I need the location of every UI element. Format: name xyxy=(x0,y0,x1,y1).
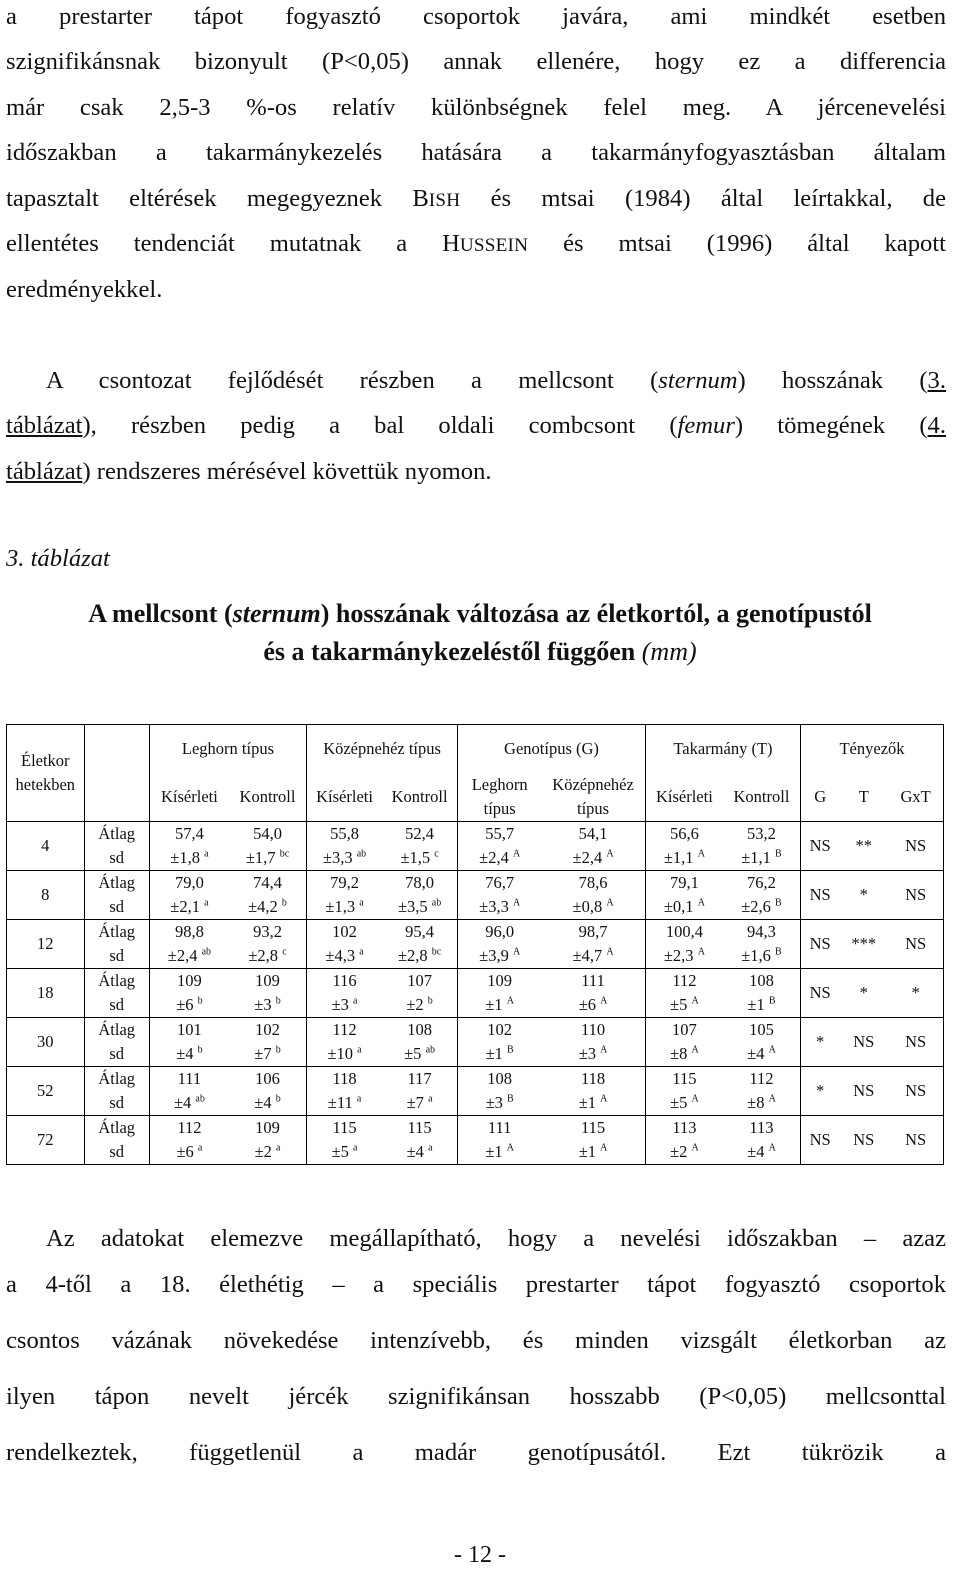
factor-g-cell: NS xyxy=(801,920,840,969)
value-cell: 79,1 ±0,1 $^A$ xyxy=(645,871,723,920)
table-row xyxy=(7,1018,944,1067)
value-cell: 105 ±4 $^A$ xyxy=(723,1018,801,1067)
factor-g-cell: NS xyxy=(801,969,840,1018)
paragraph-1-line-5: tapasztalt eltérések megegyeznek BISH és mtsai (1984) által leírtakkal, de xyxy=(6,185,946,212)
value-cell: 74,4 ±4,2 $^b$ xyxy=(229,871,307,920)
table-row xyxy=(7,1116,944,1165)
value-cell: 110 ±3 $^A$ xyxy=(541,1018,645,1067)
paragraph-1-line-1: a prestarter tápot fogyasztó csoportok javára, ami mindkét esetben xyxy=(6,3,946,30)
value-cell: 115 ±5 $^a$ xyxy=(307,1116,383,1165)
value-cell: 94,3 ±1,6 $^B$ xyxy=(723,920,801,969)
age-cell: 72 xyxy=(7,1116,85,1165)
value-cell: 98,7 ±4,7 $^A$ xyxy=(541,920,645,969)
header-tenyezok: Tényezők xyxy=(801,725,944,774)
value-cell: 109 ±6 $^b$ xyxy=(149,969,229,1018)
value-cell: 98,8 ±2,4 $^{ab}$ xyxy=(149,920,229,969)
header-kontroll-2: Kontroll xyxy=(391,787,448,806)
age-cell: 12 xyxy=(7,920,85,969)
paragraph-2-line-3: táblázat) rendszeres mérésével követtük nyomon. xyxy=(6,458,492,485)
value-cell: 55,8 ±3,3 $^{ab}$ xyxy=(307,822,383,871)
table-row xyxy=(7,822,944,871)
table-4-link-number[interactable]: 4. xyxy=(927,412,946,439)
factor-g-cell: NS xyxy=(801,871,840,920)
stat-label-cell: Átlag sd xyxy=(84,1067,149,1116)
paragraph-2-line-2: táblázat), részben pedig a bal oldali combcsont (femur) tömegének (4. xyxy=(6,412,946,439)
stat-label-cell: Átlag sd xyxy=(84,969,149,1018)
factor-t-cell: * xyxy=(839,969,888,1018)
paragraph-2-line-1: A csontozat fejlődését részben a mellcsont (sternum) hosszának (3. xyxy=(46,367,946,394)
factor-t-cell: NS xyxy=(839,1116,888,1165)
factor-g-cell: * xyxy=(801,1018,840,1067)
factor-g-cell: NS xyxy=(801,822,840,871)
value-cell: 102 ±7 $^b$ xyxy=(229,1018,307,1067)
value-cell: 109 ±2 $^a$ xyxy=(229,1116,307,1165)
sternum-length-table xyxy=(6,724,944,1165)
header-kontroll-3: Kontroll xyxy=(733,787,790,806)
factor-t-cell: *** xyxy=(839,920,888,969)
value-cell: 93,2 ±2,8 $^c$ xyxy=(229,920,307,969)
header-kiserleti-1: Kísérleti xyxy=(149,773,229,822)
table-row xyxy=(7,920,944,969)
value-cell: 113 ±2 $^A$ xyxy=(645,1116,723,1165)
value-cell: 76,2 ±2,6 $^B$ xyxy=(723,871,801,920)
value-cell: 113 ±4 $^A$ xyxy=(723,1116,801,1165)
header-takarmany: Takarmány (T) xyxy=(645,725,800,774)
age-cell: 18 xyxy=(7,969,85,1018)
value-cell: 108 ±5 $^{ab}$ xyxy=(382,1018,458,1067)
value-cell: 112 ±5 $^A$ xyxy=(645,969,723,1018)
table-4-link[interactable]: táblázat xyxy=(6,458,83,485)
factor-g-cell: * xyxy=(801,1067,840,1116)
stat-label-cell: Átlag sd xyxy=(84,920,149,969)
factor-gxt-cell: NS xyxy=(888,871,943,920)
value-cell: 111 ±1 $^A$ xyxy=(458,1116,542,1165)
value-cell: 54,1 ±2,4 $^A$ xyxy=(541,822,645,871)
value-cell: 115 ±1 $^A$ xyxy=(541,1116,645,1165)
header-t: T xyxy=(858,787,869,806)
header-kiserleti-3: Kísérleti xyxy=(645,773,723,822)
table-row xyxy=(7,969,944,1018)
paragraph-3-line-3: csontos vázának növekedése intenzívebb, és minden vizsgált életkorban az xyxy=(6,1327,946,1354)
table-3-link[interactable]: táblázat xyxy=(6,412,83,439)
factor-g-cell: NS xyxy=(801,1116,840,1165)
factor-gxt-cell: NS xyxy=(888,1116,943,1165)
stat-label-cell: Átlag sd xyxy=(84,1116,149,1165)
factor-gxt-cell: NS xyxy=(888,920,943,969)
factor-t-cell: NS xyxy=(839,1067,888,1116)
value-cell: 100,4 ±2,3 $^A$ xyxy=(645,920,723,969)
paragraph-3-line-4: ilyen tápon nevelt jércék szignifikánsan hosszabb (P<0,05) mellcsonttal xyxy=(6,1383,946,1410)
paragraph-3-line-1: Az adatokat elemezve megállapítható, hogy a nevelési időszakban – azaz xyxy=(46,1225,946,1252)
header-kiserleti-2: Kísérleti xyxy=(307,773,383,822)
value-cell: 96,0 ±3,9 $^A$ xyxy=(458,920,542,969)
value-cell: 112 ±8 $^A$ xyxy=(723,1067,801,1116)
value-cell: 102 ±1 $^B$ xyxy=(458,1018,542,1067)
header-genotipus: Genotípus (G) xyxy=(458,725,646,774)
value-cell: 109 ±3 $^b$ xyxy=(229,969,307,1018)
paragraph-1-line-6: ellentétes tendenciát mutatnak a HUSSEIN és mtsai (1996) által kapott xyxy=(6,230,946,257)
value-cell: 76,7 ±3,3 $^A$ xyxy=(458,871,542,920)
header-kozepnehez: Középnehéz típus xyxy=(307,725,458,774)
paragraph-3-line-2: a 4-től a 18. élethétig – a speciális prestarter tápot fogyasztó csoportok xyxy=(6,1271,946,1298)
header-age: Életkor hetekben xyxy=(7,725,85,822)
paragraph-1-line-4: időszakban a takarmánykezelés hatására a takarmányfogyasztásban általam xyxy=(6,139,946,166)
age-cell: 8 xyxy=(7,871,85,920)
value-cell: 118 ±11 $^a$ xyxy=(307,1067,383,1116)
page-number: - 12 - xyxy=(454,1542,506,1568)
value-cell: 52,4 ±1,5 $^c$ xyxy=(382,822,458,871)
header-leghorn: Leghorn típus xyxy=(149,725,306,774)
value-cell: 56,6 ±1,1 $^A$ xyxy=(645,822,723,871)
age-cell: 30 xyxy=(7,1018,85,1067)
value-cell: 57,4 ±1,8 $^a$ xyxy=(149,822,229,871)
value-cell: 53,2 ±1,1 $^B$ xyxy=(723,822,801,871)
table-3-link-number[interactable]: 3. xyxy=(927,367,946,394)
factor-gxt-cell: NS xyxy=(888,1018,943,1067)
age-cell: 52 xyxy=(7,1067,85,1116)
header-g-kozepnehez: Középnehéz típus xyxy=(552,775,634,818)
paragraph-1-line-7: eredményekkel. xyxy=(6,276,163,303)
value-cell: 102 ±4,3 $^a$ xyxy=(307,920,383,969)
paragraph-1-line-2: szignifikánsnak bizonyult (P<0,05) annak ellenére, hogy ez a differencia xyxy=(6,48,946,75)
value-cell: 109 ±1 $^A$ xyxy=(458,969,542,1018)
value-cell: 54,0 ±1,7 $^{bc}$ xyxy=(229,822,307,871)
value-cell: 112 ±10 $^a$ xyxy=(307,1018,383,1067)
value-cell: 107 ±8 $^A$ xyxy=(645,1018,723,1067)
factor-t-cell: * xyxy=(839,871,888,920)
value-cell: 115 ±4 $^a$ xyxy=(382,1116,458,1165)
age-cell: 4 xyxy=(7,822,85,871)
header-g-leghorn: Leghorn típus xyxy=(458,773,542,822)
value-cell: 112 ±6 $^a$ xyxy=(149,1116,229,1165)
value-cell: 78,6 ±0,8 $^A$ xyxy=(541,871,645,920)
paragraph-3-line-5: rendelkeztek, függetlenül a madár genotípusától. Ezt tükrözik a xyxy=(6,1439,946,1466)
value-cell: 117 ±7 $^a$ xyxy=(382,1067,458,1116)
table-row xyxy=(7,871,944,920)
value-cell: 108 ±3 $^B$ xyxy=(458,1067,542,1116)
paragraph-1-line-3: már csak 2,5-3 %-os relatív különbségnek felel meg. A jércenevelési xyxy=(6,94,946,121)
value-cell: 115 ±5 $^A$ xyxy=(645,1067,723,1116)
value-cell: 101 ±4 $^b$ xyxy=(149,1018,229,1067)
value-cell: 79,0 ±2,1 $^a$ xyxy=(149,871,229,920)
value-cell: 116 ±3 $^a$ xyxy=(307,969,383,1018)
factor-gxt-cell: * xyxy=(888,969,943,1018)
stat-label-cell: Átlag sd xyxy=(84,1018,149,1067)
table-caption: 3. táblázat xyxy=(6,545,110,572)
value-cell: 78,0 ±3,5 $^{ab}$ xyxy=(382,871,458,920)
value-cell: 118 ±1 $^A$ xyxy=(541,1067,645,1116)
header-kontroll-1: Kontroll xyxy=(239,787,296,806)
factor-t-cell: NS xyxy=(839,1018,888,1067)
value-cell: 108 ±1 $^B$ xyxy=(723,969,801,1018)
value-cell: 95,4 ±2,8 $^{bc}$ xyxy=(382,920,458,969)
table-row xyxy=(7,1067,944,1116)
table-title: A mellcsont (sternum) hosszának változása az életkortól, a genotípustól és a takarmánykezeléstől függően (mm) xyxy=(88,599,872,666)
factor-gxt-cell: NS xyxy=(888,822,943,871)
header-g: G xyxy=(801,773,840,822)
value-cell: 111 ±4 $^{ab}$ xyxy=(149,1067,229,1116)
stat-label-cell: Átlag sd xyxy=(84,871,149,920)
value-cell: 55,7 ±2,4 $^A$ xyxy=(458,822,542,871)
stat-label-cell: Átlag sd xyxy=(84,822,149,871)
value-cell: 106 ±4 $^b$ xyxy=(229,1067,307,1116)
factor-gxt-cell: NS xyxy=(888,1067,943,1116)
value-cell: 107 ±2 $^b$ xyxy=(382,969,458,1018)
value-cell: 111 ±6 $^A$ xyxy=(541,969,645,1018)
value-cell: 79,2 ±1,3 $^a$ xyxy=(307,871,383,920)
factor-t-cell: ** xyxy=(839,822,888,871)
header-gxt: GxT xyxy=(888,773,943,822)
